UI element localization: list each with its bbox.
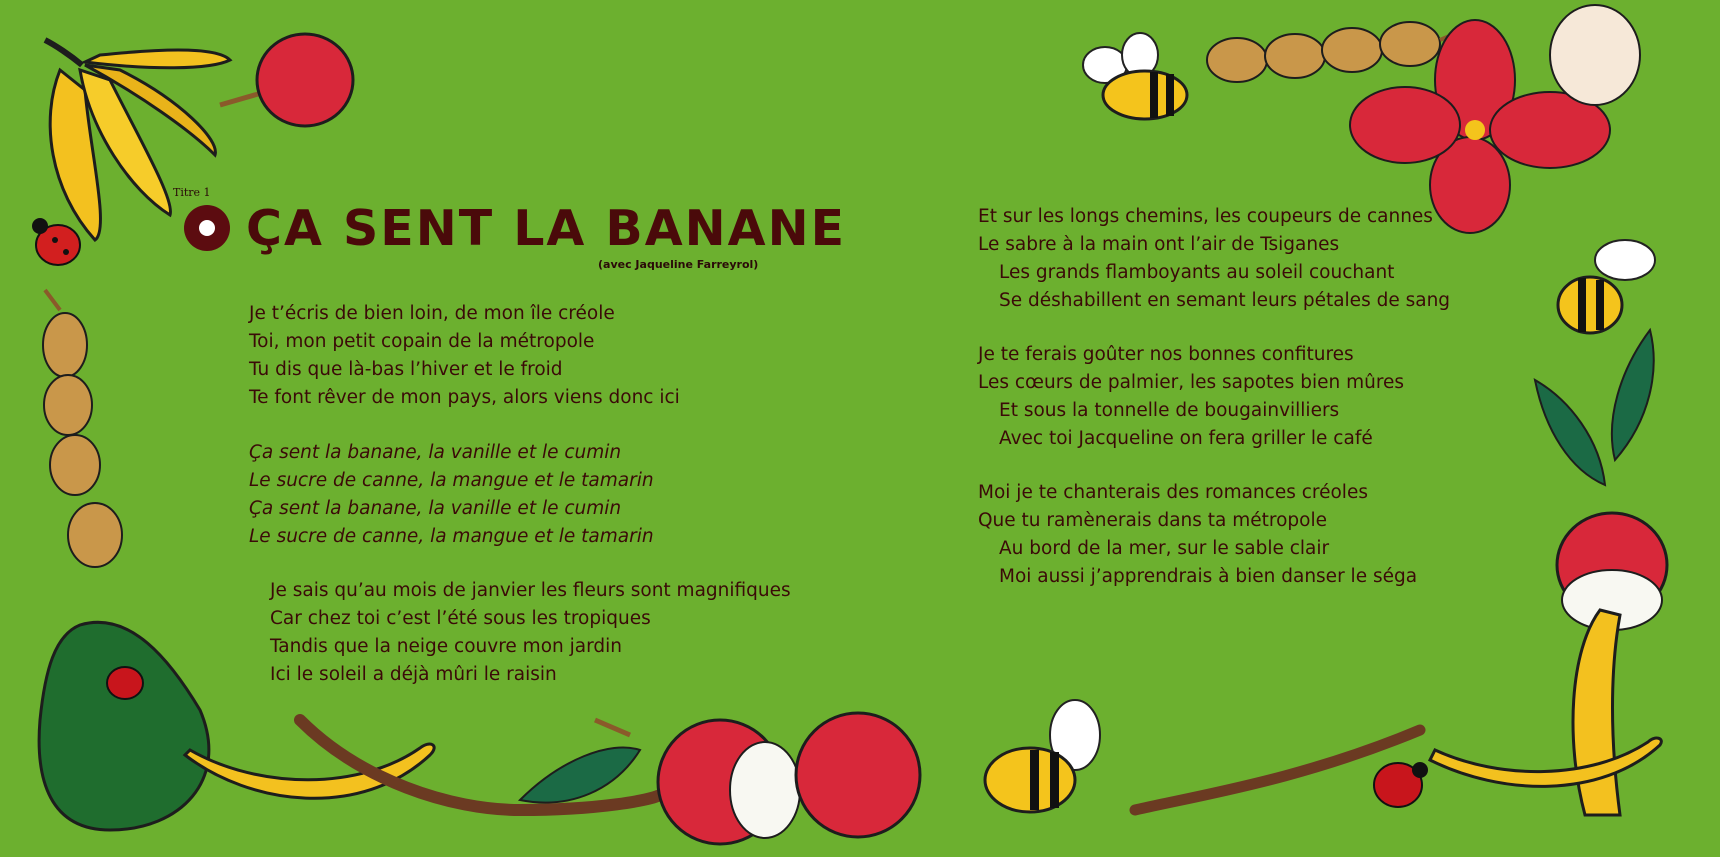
lyric-line: Le sucre de canne, la mangue et le tamarin [249,470,654,491]
lyric-line: Ça sent la banane, la vanille et le cumin [249,442,622,463]
verse-4 [978,341,1404,453]
leaf-icon [520,747,640,802]
lyric-line: Tu dis que là-bas l’hiver et le froid [249,359,563,380]
lyric-line: Je sais qu’au mois de janvier les fleurs sont magnifiques [270,580,791,601]
lyric-line: Ça sent la banane, la vanille et le cumin [249,498,622,519]
lyric-line: Et sur les longs chemins, les coupeurs de cannes [978,206,1433,227]
verse-1 [249,300,680,412]
tamarind-pod-icon [43,290,122,567]
lyric-line: Tandis que la neige couvre mon jardin [270,636,622,657]
lychee-icon [220,34,353,126]
lyric-line: Moi je te chanterais des romances créoles [978,482,1368,503]
lyric-line: Te font rêver de mon pays, alors viens donc ici [249,387,680,408]
lyric-line: Car chez toi c’est l’été sous les tropiques [270,608,651,629]
lyric-line: Se déshabillent en semant leurs pétales de sang [999,290,1451,311]
lyric-line: Les cœurs de palmier, les sapotes bien mûres [978,372,1405,393]
track-disc-icon [184,205,230,251]
lyric-line: Je te ferais goûter nos bonnes confitures [978,344,1354,365]
song-credit: (avec Jaqueline Farreyrol) [598,258,759,271]
avocado-icon [39,622,209,830]
lyric-line: Le sucre de canne, la mangue et le tamarin [249,526,654,547]
lyric-line: Les grands flamboyants au soleil couchant [999,262,1395,283]
ladybug-icon-right [1374,762,1428,807]
lyric-line: Moi aussi j’apprendrais à bien danser le séga [999,566,1418,587]
ladybug-icon [32,218,80,265]
song-title: ÇA SENT LA BANANE [246,200,847,257]
lyric-line: Au bord de la mer, sur le sable clair [999,538,1330,559]
banana-icon-bottom-right [1430,738,1661,786]
lyric-line: Je t’écris de bien loin, de mon île créole [249,303,615,324]
lychee-pair-icon [595,713,920,844]
lyric-line: Ici le soleil a déjà mûri le raisin [270,664,557,685]
bee-icon-right [1558,240,1655,333]
bee-icon [1083,33,1187,119]
leaves-icon [1535,330,1654,485]
vanilla-pod-icon-right [1135,730,1420,810]
lyric-line: Le sabre à la main ont l’air de Tsiganes [978,234,1340,255]
chorus [249,439,654,551]
track-label: Titre 1 [173,186,211,199]
lyric-line: Toi, mon petit copain de la métropole [249,331,595,352]
verse-3 [978,203,1450,315]
verse-5 [978,479,1417,591]
lyric-line: Et sous la tonnelle de bougainvilliers [999,400,1340,421]
lyric-line: Que tu ramènerais dans ta métropole [978,510,1328,531]
lyric-line: Avec toi Jacqueline on fera griller le café [999,428,1373,449]
verse-2 [270,577,791,689]
bee-icon-bottom [985,700,1100,812]
